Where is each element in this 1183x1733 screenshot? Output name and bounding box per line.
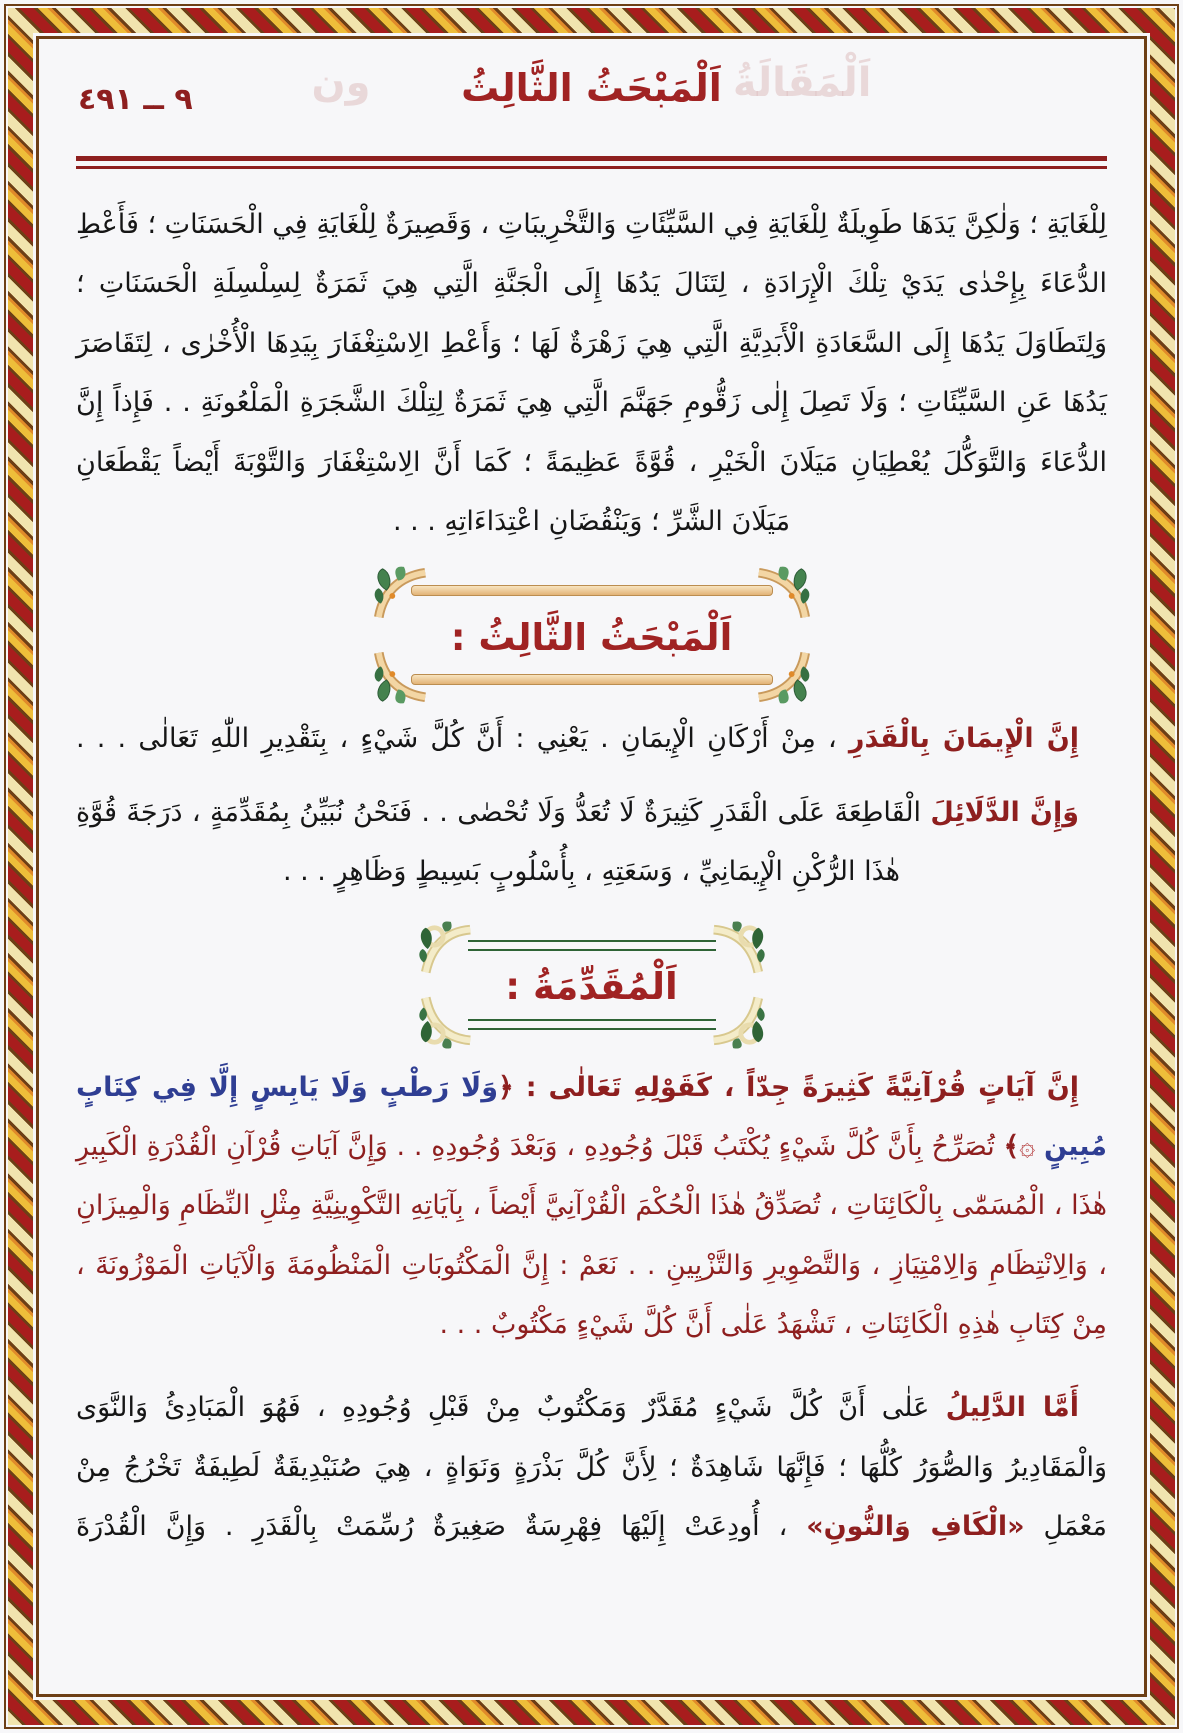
paragraph-text-red: تُصَرِّحُ بِأَنَّ كُلَّ شَيْءٍ يُكْتَبُ قَبْلَ وُجُودِهِ ، وَبَعْدَ وُجُودِهِ . . وَإِنَّ آيَاتِ قُرْآنِ الْقُدْرَةِ الْكَبِيرِ هٰذَا ، الْمُسَمّٰى بِالْكَائِنَاتِ ، تُصَدِّقُ هٰذَا الْحُكْمَ الْقُرْآنِيَّ أَيْضاً ، بِآيَاتِهِ التَّكْوِينِيَّةِ مِثْلِ النِّظَامِ وَالْمِيزَانِ ، وَالِانْتِظَامِ وَالِامْتِيَازِ ، وَالتَّصْوِيرِ وَالتَّزْيِينِ . . نَعَمْ : إِنَّ الْمَكْتُوبَاتِ الْمَنْظُومَةَ وَالْآيَاتِ الْمَوْزُونَةَ ، مِنْ كِتَابِ هٰذِهِ الْكَائِنَاتِ ، تَشْهَدُ عَلٰى أَنَّ كُلَّ شَيْءٍ مَكْتُوبٌ . . .: [76, 1130, 1107, 1341]
paragraph-quranic-ayat: [76, 1058, 1107, 1355]
lead-phrase: إِنَّ الْإِيمَانَ بِالْقَدَرِ: [848, 723, 1079, 755]
ghost-fragment-right: اَلْمَقَالَةُ: [732, 60, 872, 106]
paragraph-text: ، أُودِعَتْ إِلَيْهَا فِهْرِسَةٌ صَغِيرَةٌ رُسِّمَتْ بِالْقَدَرِ . وَإِنَّ الْقُدْرَةَ: [76, 1511, 807, 1543]
page-number: ٩ ــ ٤٩١: [78, 82, 193, 117]
section-banner-mabhath: [377, 577, 807, 693]
paragraph-dua-istighfar: لِلْغَايَةِ ؛ وَلٰكِنَّ يَدَهَا طَوِيلَةٌ لِلْغَايَةِ فِي السَّيِّئَاتِ وَالتَّخْرِيبَاتِ ، وَقَصِيرَةٌ لِلْغَايَةِ فِي الْحَسَنَاتِ ؛ فَأَعْطِ الدُّعَاءَ بِإِحْدٰى يَدَيْ تِلْكَ الْإِرَادَةِ ، لِتَنَالَ يَدُهَا إِلَى الْجَنَّةِ الَّتِي هِيَ ثَمَرَةٌ لِسِلْسِلَةِ الْحَسَنَاتِ ؛ وَلِتَطَاوَلَ يَدُهَا إِلَى السَّعَادَةِ الْأَبَدِيَّةِ الَّتِي هِيَ زَهْرَةٌ لَهَا ؛ وَأَعْطِ الِاسْتِغْفَارَ بِيَدِهَا الْأُخْرٰى ، لِتَقَاصَرَ يَدُهَا عَنِ السَّيِّئَاتِ ؛ وَلَا تَصِلَ إِلٰى زَقُّومِ جَهَنَّمَ الَّتِي هِيَ ثَمَرَةٌ لِتِلْكَ الشَّجَرَةِ الْمَلْعُونَةِ . . فَإِذاً إِنَّ الدُّعَاءَ وَالتَّوَكُّلَ يُعْطِيَانِ مَيَلَانَ الْخَيْرِ ، قُوَّةً عَظِيمَةً ؛ كَمَا أَنَّ الِاسْتِغْفَارَ وَالتَّوْبَةَ أَيْضاً يَقْطَعَانِ مَيَلَانَ الشَّرِّ ؛ وَيَنْقُضَانِ اعْتِدَاءَاتِهِ . . .: [76, 209, 1107, 537]
lead-phrase: وَإِنَّ الدَّلَائِلَ: [930, 796, 1079, 828]
section-title-mabhath: اَلْمَبْحَثُ الثَّالِثُ :: [450, 615, 733, 659]
lead-phrase: إِنَّ آيَاتٍ قُرْآنِيَّةً كَثِيرَةً جِدّاً ، كَقَوْلِهِ تَعَالٰى :: [513, 1071, 1079, 1103]
header-double-rule: [76, 156, 1107, 169]
verse-open-bracket: ﴿: [497, 1071, 514, 1103]
paragraph-text: الْقَاطِعَةَ عَلَى الْقَدَرِ كَثِيرَةٌ لَا تُعَدُّ وَلَا تُحْصٰى . . فَنَحْنُ نُبَيِّنُ بِمُقَدِّمَةٍ ، دَرَجَةَ قُوَّةِ هٰذَا الرُّكْنِ الْإِيمَانِيِّ ، وَسَعَتِهِ ، بِأُسْلُوبٍ بَسِيطٍ وَظَاهِرٍ . . .: [76, 796, 931, 888]
lead-phrase: أَمَّا الدَّلِيلُ: [945, 1392, 1079, 1424]
ayah-rosette-icon: ۞: [1019, 1130, 1044, 1162]
section-title-muqaddima: اَلْمُقَدِّمَةُ :: [505, 965, 678, 1009]
running-head-title: اَلْمَبْحَثُ الثَّالِثُ: [461, 66, 722, 110]
page-content: [76, 56, 1107, 1557]
paragraph-text: ، مِنْ أَرْكَانِ الْإِيمَانِ . يَعْنِي : أَنَّ كُلَّ شَيْءٍ ، بِتَقْدِيرِ اللّٰهِ تَعَالٰى . . .: [76, 723, 849, 755]
ghost-fragment-left: ون: [311, 60, 371, 106]
paragraph-dalil-qadar: [76, 1378, 1107, 1556]
page-header: [76, 56, 1107, 144]
section-banner-muqaddima: [422, 932, 762, 1038]
paragraph-iman-bil-qadar: [76, 709, 1107, 768]
verse-close-bracket: ﴾: [1003, 1130, 1020, 1162]
quran-verse-text: وَلَا رَطْبٍ وَلَا يَابِسٍ إِلَّا فِي كِتَابٍ مُبِينٍ: [76, 1071, 1108, 1162]
paragraph-text: عَلٰى أَنَّ كُلَّ شَيْءٍ مُقَدَّرٌ وَمَكْتُوبٌ مِنْ قَبْلِ وُجُودِهِ ، فَهُوَ الْمَبَادِئُ وَالنَّوَى وَالْمَقَادِيرُ وَالصُّوَرُ كُلُّهَا ؛ فَإِنَّهَا شَاهِدَةٌ ؛ لِأَنَّ كُلَّ بَذْرَةٍ وَنَوَاةٍ ، هِيَ صُنَيْدِيقَةٌ لَطِيفَةٌ تَخْرُجُ مِنْ مَعْمَلِ: [76, 1392, 1107, 1543]
paragraph-dalail: [76, 783, 1107, 902]
kaf-nun-quote: «الْكَافِ وَالنُّونِ»: [806, 1511, 1025, 1543]
